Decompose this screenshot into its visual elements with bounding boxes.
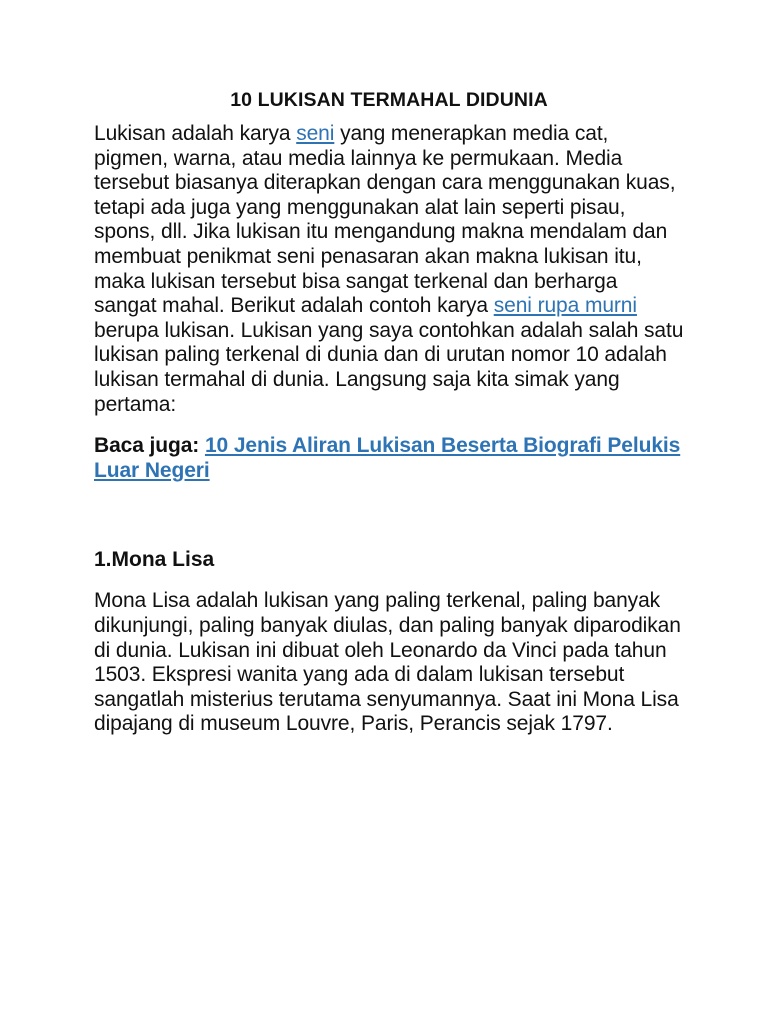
baca-juga-label: Baca juga: [94,434,205,458]
section-body-mona-lisa: Mona Lisa adalah lukisan yang paling terkenal, paling banyak dikunjungi, paling banyak diulas, dan paling banyak diparodikan di dunia. Lukisan ini dibuat oleh Leonardo da Vinci pada tahun 1503. Ekspresi wanita yang ada di dalam lukisan tersebut sangatlah misterius terutama senyumannya. Saat ini Mona Lisa dipajang di museum Louvre, Paris, Perancis sejak 1797. [94,589,681,736]
link-jenis-aliran-lukisan[interactable]: 10 Jenis Aliran Lukisan Beserta Biografi Pelukis Luar Negeri [94,434,681,482]
document-page [94,86,684,737]
baca-juga-paragraph [94,434,684,483]
intro-paragraph [94,122,684,417]
section-heading-mona-lisa: 1.Mona Lisa [94,548,215,572]
intro-text-start: Lukisan adalah karya [94,122,297,145]
link-seni-rupa-murni[interactable]: seni rupa murni [493,294,637,318]
document-title: 10 LUKISAN TERMAHAL DIDUNIA [230,89,548,111]
intro-text-middle: yang menerapkan media cat, pigmen, warna, atau media lainnya ke permukaan. Media tersebut biasanya diterapkan dengan cara menggunakan kuas, tetapi ada juga yang menggunakan alat lain seperti pisau, spons, dll. Jika lukisan itu mengandung makna mendalam dan membuat penikmat seni penasaran akan makna lukisan itu, maka lukisan tersebut bisa sangat terkenal dan berharga sangat mahal. Berikut adalah contoh karya [94,122,676,318]
intro-text-end: berupa lukisan. Lukisan yang saya contohkan adalah salah satu lukisan paling terkenal di dunia dan di urutan nomor 10 adalah lukisan termahal di dunia. Langsung saja kita simak yang pertama: [94,318,684,416]
link-seni[interactable]: seni [296,122,335,145]
